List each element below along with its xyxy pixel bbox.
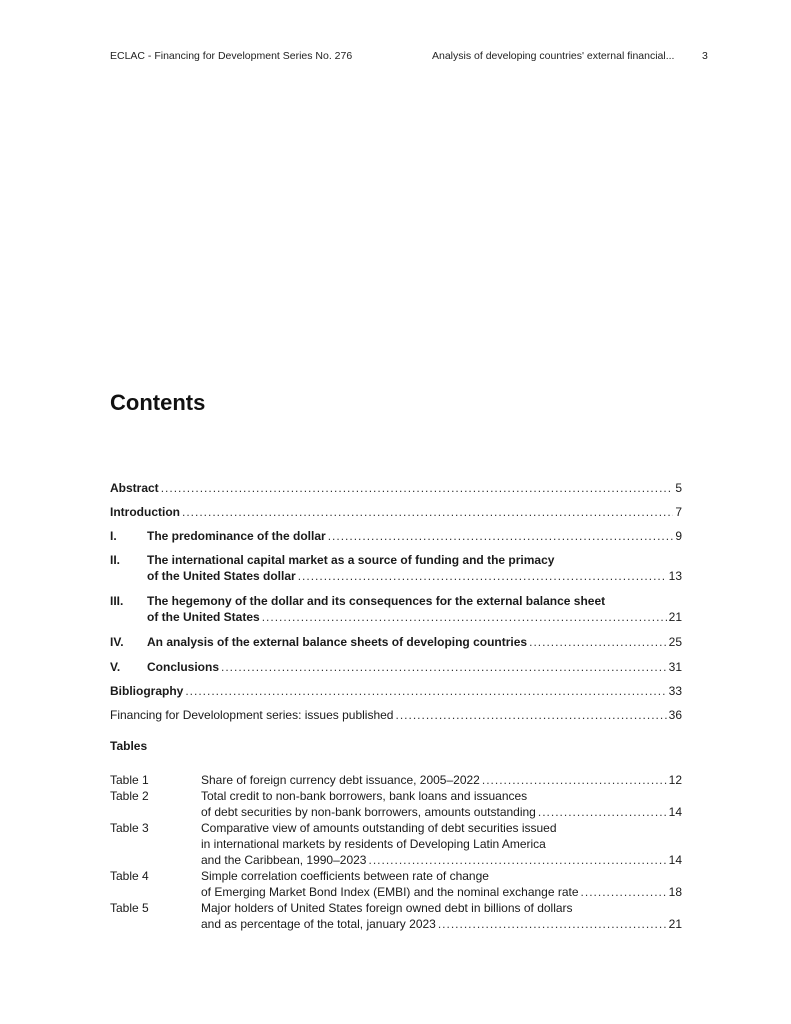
table-page-number: 18 — [668, 885, 682, 899]
table-list-item[interactable] — [110, 868, 682, 900]
toc-entry-title: Introduction — [110, 505, 180, 519]
dot-leader — [581, 884, 667, 900]
running-header-center: Analysis of developing countries' external financial... — [432, 50, 675, 62]
toc-page-number: 33 — [668, 684, 682, 698]
toc-entry-chapter-2[interactable] — [110, 552, 682, 584]
toc-page-number: 7 — [675, 505, 682, 519]
toc-page-number: 21 — [668, 610, 682, 624]
toc-entry-chapter-3[interactable] — [110, 593, 682, 625]
toc-page-number: 13 — [668, 569, 682, 583]
toc-page-number: 36 — [668, 708, 682, 722]
dot-leader — [368, 852, 666, 868]
table-label: Table 4 — [110, 869, 149, 883]
dot-leader — [529, 634, 667, 650]
table-list-item[interactable] — [110, 820, 682, 868]
table-list-item[interactable] — [110, 772, 682, 788]
toc-entry-title: Financing for Develolopment series: issues published — [110, 708, 394, 722]
table-label: Table 3 — [110, 821, 149, 835]
chapter-number: I. — [110, 529, 117, 543]
running-header-left: ECLAC - Financing for Development Series No. 276 — [110, 50, 353, 62]
dot-leader — [298, 568, 667, 584]
dot-leader — [185, 683, 666, 699]
list-of-tables — [110, 772, 682, 932]
page-title: Contents — [110, 390, 206, 415]
table-caption: of debt securities by non-bank borrowers, amounts outstanding — [201, 805, 536, 819]
table-page-number: 21 — [668, 917, 682, 931]
dot-leader — [538, 804, 667, 820]
toc-page-number: 5 — [675, 481, 682, 495]
toc-entry-title: An analysis of the external balance sheets of developing countries — [147, 635, 528, 649]
toc-entry-chapter-4[interactable] — [110, 634, 682, 650]
dot-leader — [438, 916, 667, 932]
dot-leader — [221, 659, 667, 675]
chapter-number: III. — [110, 594, 124, 608]
table-list-item[interactable] — [110, 900, 682, 932]
table-caption: and as percentage of the total, january 2023 — [201, 917, 436, 931]
toc-entry-bibliography[interactable] — [110, 683, 682, 699]
toc-entry-title: of the United States — [147, 610, 260, 624]
toc-entry-abstract[interactable] — [110, 480, 682, 496]
toc-entry-title-line: The hegemony of the dollar and its consequences for the external balance sheet — [147, 594, 606, 608]
dot-leader — [262, 609, 667, 625]
toc-entry-chapter-5[interactable] — [110, 659, 682, 675]
table-label: Table 2 — [110, 789, 149, 803]
table-page-number: 14 — [668, 805, 682, 819]
table-label: Table 5 — [110, 901, 149, 915]
dot-leader — [482, 772, 667, 788]
toc-entry-series-issues[interactable] — [110, 707, 682, 723]
toc-page-number: 31 — [668, 660, 682, 674]
table-caption: of Emerging Market Bond Index (EMBI) and the nominal exchange rate — [201, 885, 579, 899]
toc-page-number: 9 — [675, 529, 682, 543]
chapter-number: V. — [110, 660, 121, 674]
table-caption-line: Total credit to non-bank borrowers, bank loans and issuances — [201, 789, 528, 803]
dot-leader — [395, 707, 666, 723]
table-of-contents — [110, 480, 682, 723]
toc-entry-chapter-1[interactable] — [110, 528, 682, 544]
toc-entry-title: Bibliography — [110, 684, 184, 698]
toc-entry-title-line: The international capital market as a source of funding and the primacy — [147, 553, 555, 567]
toc-entry-title: Abstract — [110, 481, 159, 495]
table-caption-line: in international markets by residents of Developing Latin America — [201, 837, 546, 851]
table-label: Table 1 — [110, 773, 149, 787]
table-caption-line: Major holders of United States foreign owned debt in billions of dollars — [201, 901, 573, 915]
table-caption-line: Simple correlation coefficients between rate of change — [201, 869, 489, 883]
table-caption: and the Caribbean, 1990–2023 — [201, 853, 367, 867]
toc-entry-introduction[interactable] — [110, 504, 682, 520]
tables-heading: Tables — [110, 739, 148, 753]
table-page-number: 12 — [668, 773, 682, 787]
table-caption: Share of foreign currency debt issuance, 2005–2022 — [201, 773, 480, 787]
table-list-item[interactable] — [110, 788, 682, 820]
dot-leader — [161, 480, 674, 496]
chapter-number: II. — [110, 553, 121, 567]
table-page-number: 14 — [668, 853, 682, 867]
dot-leader — [182, 504, 673, 520]
toc-entry-title: of the United States dollar — [147, 569, 296, 583]
toc-entry-title: Conclusions — [147, 660, 220, 674]
toc-entry-title: The predominance of the dollar — [147, 529, 326, 543]
table-caption-line: Comparative view of amounts outstanding of debt securities issued — [201, 821, 557, 835]
dot-leader — [328, 528, 674, 544]
toc-page-number: 25 — [668, 635, 682, 649]
page-number: 3 — [702, 50, 708, 62]
chapter-number: IV. — [110, 635, 124, 649]
